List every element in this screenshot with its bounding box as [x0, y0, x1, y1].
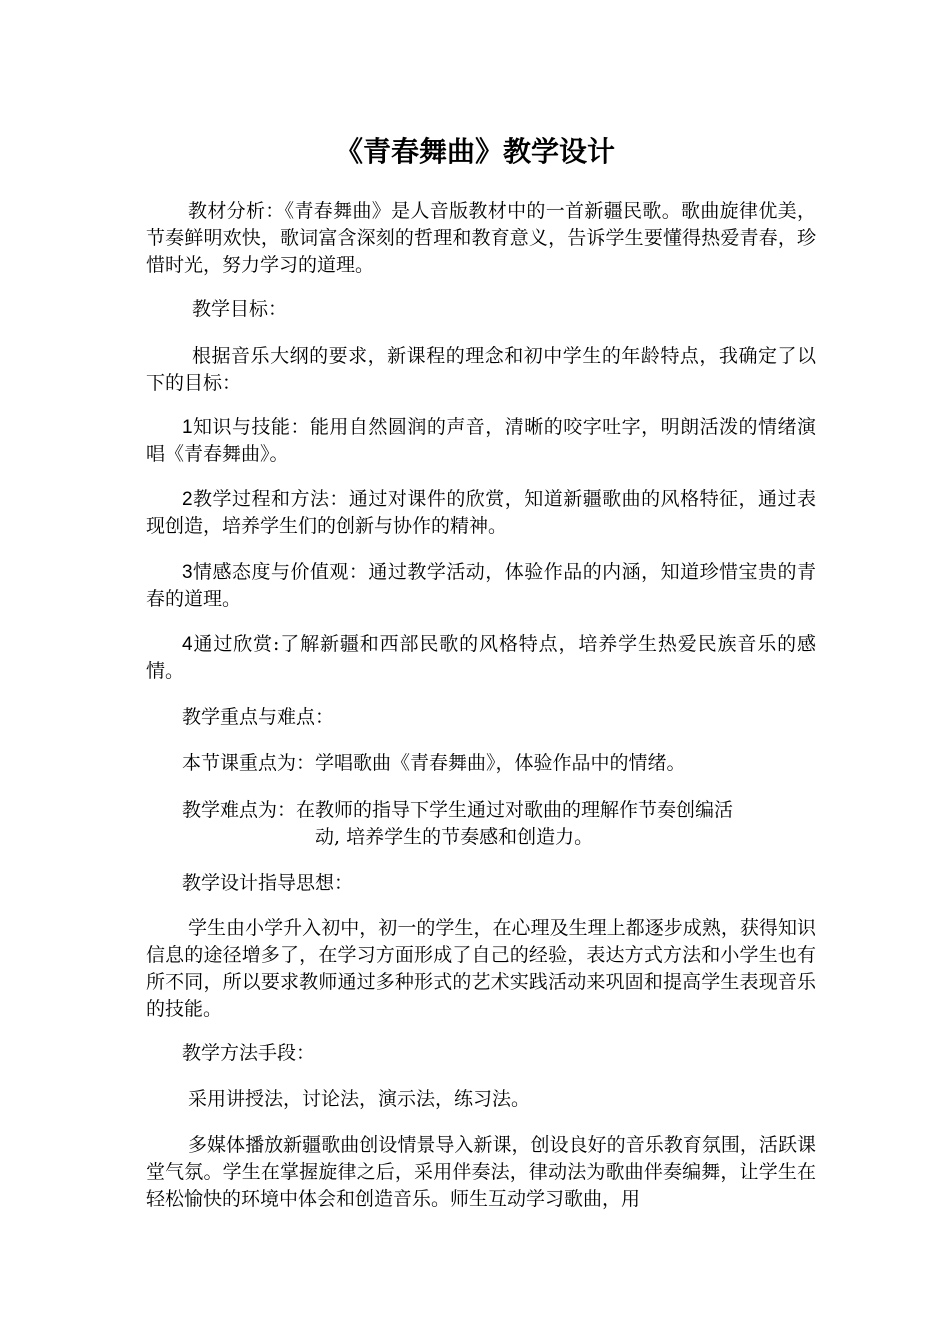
difficulty-line-1: 教学难点为：在教师的指导下学生通过对歌曲的理解作节奏创编活 — [182, 799, 734, 821]
goal-3-text: 情感态度与价值观：通过教学活动，体验作品的内涵，知道珍惜宝贵的青春的道理。 — [146, 561, 816, 610]
goal-4-paragraph — [146, 631, 816, 685]
multimedia-paragraph: 多媒体播放新疆歌曲创设情景导入新课，创设良好的音乐教育氛围，活跃课堂气氛。学生在掌握旋律之后，采用伴奏法，律动法为歌曲伴奏编舞，让学生在轻松愉快的环境中体会和创造音乐。师生互动学习歌曲，用 — [146, 1134, 816, 1210]
goal-1-paragraph — [146, 414, 816, 468]
goal-4-text: 通过欣赏:了解新疆和西部民歌的风格特点，培养学生热爱民族音乐的感情。 — [146, 633, 816, 682]
method-list-paragraph: 采用讲授法，讨论法，演示法，练习法。 — [188, 1088, 531, 1110]
goal-2-text: 教学过程和方法：通过对课件的欣赏，知道新疆歌曲的风格特征，通过表现创造，培养学生们的创新与协作的精神。 — [146, 488, 816, 537]
document-title: 《青春舞曲》教学设计 — [334, 135, 615, 168]
goal-3-paragraph — [146, 559, 816, 613]
method-heading: 教学方法手段： — [182, 1042, 316, 1064]
goals-intro-paragraph: 根据音乐大纲的要求，新课程的理念和初中学生的年龄特点，我确定了以下的目标： — [146, 345, 816, 394]
key-point-paragraph: 本节课重点为：学唱歌曲《青春舞曲》，体验作品中的情绪。 — [182, 752, 686, 774]
goal-4-number: 4 — [182, 634, 193, 655]
goal-3-number: 3 — [182, 562, 193, 583]
goal-2-paragraph — [146, 486, 816, 540]
guide-heading: 教学设计指导思想： — [182, 872, 354, 894]
key-difficulty-heading: 教学重点与难点： — [182, 706, 335, 728]
difficulty-line-2: 动, 培养学生的节奏感和创造力。 — [315, 826, 594, 848]
goal-1-number: 1 — [182, 417, 193, 438]
material-analysis-paragraph: 教材分析：《青春舞曲》是人音版教材中的一首新疆民歌。歌曲旋律优美，节奏鲜明欢快，歌词富含深刻的哲理和教育意义，告诉学生要懂得热爱青春，珍惜时光，努力学习的道理。 — [146, 200, 816, 276]
goals-heading: 教学目标： — [192, 298, 288, 320]
goal-1-text: 知识与技能：能用自然圆润的声音，清晰的咬字吐字，明朗活泼的情绪演唱《青春舞曲》。 — [146, 416, 816, 465]
guide-paragraph: 学生由小学升入初中，初一的学生，在心理及生理上都逐步成熟，获得知识信息的途径增多了，在学习方面形成了自己的经验，表达方式方法和小学生也有所不同，所以要求教师通过多种形式的艺术实践活动来巩固和提高学生表现音乐的技能。 — [146, 917, 816, 1020]
goal-2-number: 2 — [182, 489, 193, 510]
